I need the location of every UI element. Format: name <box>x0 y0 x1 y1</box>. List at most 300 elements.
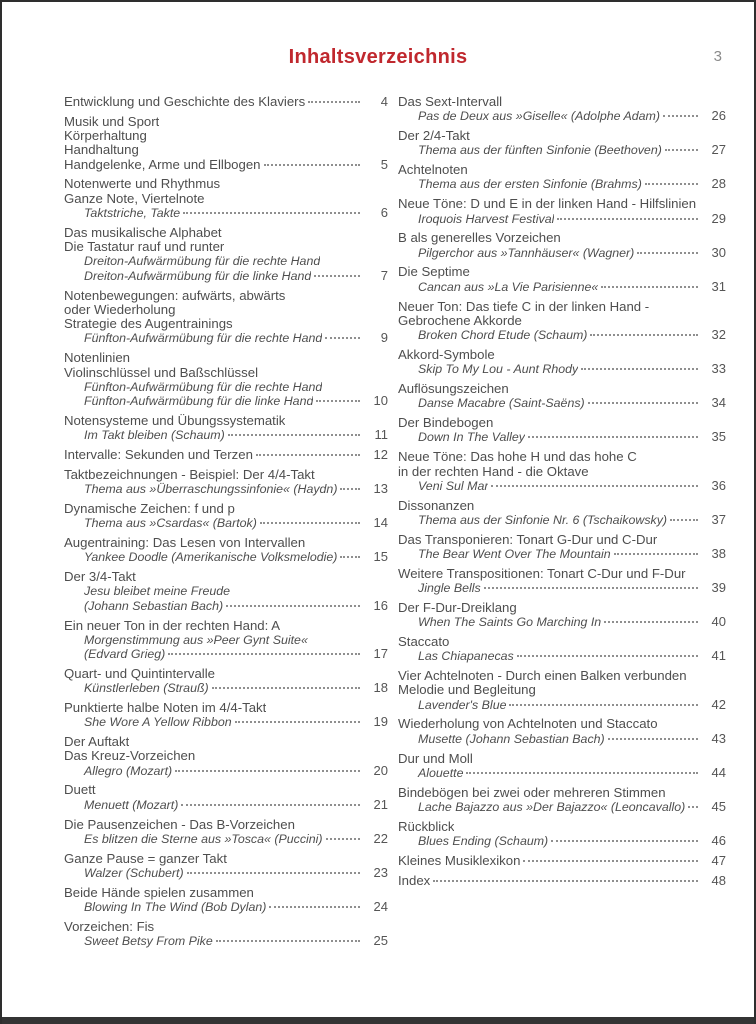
toc-row <box>64 866 388 880</box>
toc-entry <box>398 752 726 781</box>
toc-entry <box>64 536 388 565</box>
toc-title-text: Handhaltung <box>64 143 139 158</box>
leader-dots-icon <box>604 621 698 623</box>
toc-row <box>64 143 388 157</box>
toc-page-ref: 45 <box>711 798 726 814</box>
toc-subtitle-text: Thema aus »Überraschungssinfonie« (Haydn) <box>84 482 338 497</box>
toc-title-text: Gebrochene Akkorde <box>398 313 522 328</box>
toc-entry <box>64 701 388 730</box>
toc-row <box>64 599 388 613</box>
toc-subtitle-text: Thema aus »Csardas« (Bartok) <box>84 516 257 531</box>
toc-title-text: Notensysteme und Übungssystematik <box>64 413 286 428</box>
toc-entry <box>398 95 726 124</box>
toc-row <box>398 362 726 376</box>
toc-row <box>398 163 726 177</box>
toc-row <box>64 701 388 715</box>
toc-row <box>64 428 388 442</box>
toc-row <box>398 874 726 888</box>
leader-dots-icon <box>509 704 698 706</box>
toc-row <box>398 212 726 226</box>
toc-row <box>398 177 726 191</box>
toc-subtitle-text: She Wore A Yellow Ribbon <box>84 715 232 730</box>
toc-row <box>398 382 726 396</box>
toc-title-text: Weitere Transpositionen: Tonart C-Dur und F-Dur <box>398 566 686 581</box>
toc-row <box>64 303 388 317</box>
toc-subtitle-text: Künstlerleben (Strauß) <box>84 681 209 696</box>
page-bottom-edge <box>2 1017 754 1024</box>
toc-subtitle-text: (Edvard Grieg) <box>84 647 166 662</box>
toc-page-ref: 16 <box>373 597 388 613</box>
toc-title-text: Der Auftakt <box>64 735 130 750</box>
leader-dots-icon <box>228 434 360 436</box>
toc-subtitle-text: Las Chiapanecas <box>418 649 514 664</box>
toc-title-text: Akkord-Symbole <box>398 347 495 362</box>
leader-dots-icon <box>663 115 698 117</box>
toc-subtitle-text: Pilgerchor aus »Tannhäuser« (Wagner) <box>418 245 635 260</box>
toc-row <box>398 328 726 342</box>
toc-subtitle-text: Fünfton-Aufwärmübung für die linke Hand <box>84 394 314 409</box>
toc-row <box>398 348 726 362</box>
leader-dots-icon <box>175 770 360 772</box>
toc-row <box>398 601 726 615</box>
toc-page-ref: 7 <box>380 267 388 283</box>
toc-title-text: Der F-Dur-Dreiklang <box>398 600 517 615</box>
leader-dots-icon <box>557 218 698 220</box>
toc-row <box>64 129 388 143</box>
toc-entry <box>64 783 388 812</box>
toc-row <box>398 635 726 649</box>
toc-page-ref: 24 <box>373 899 388 915</box>
toc-row <box>398 698 726 712</box>
toc-row <box>64 749 388 763</box>
toc-row <box>398 533 726 547</box>
toc-row <box>64 667 388 681</box>
leader-dots-icon <box>264 164 361 166</box>
toc-row <box>398 314 726 328</box>
toc-row <box>64 681 388 695</box>
toc-row <box>398 820 726 834</box>
toc-row <box>398 430 726 444</box>
toc-entry <box>398 197 726 226</box>
toc-subtitle-text: Jesu bleibet meine Freude <box>84 584 231 599</box>
toc-subtitle-text: Blues Ending (Schaum) <box>418 834 549 849</box>
toc-title-text: Staccato <box>398 635 450 649</box>
leader-dots-icon <box>466 772 698 774</box>
toc-row <box>398 109 726 123</box>
toc-title-text: Achtelnoten <box>398 163 468 178</box>
toc-subtitle-text: Broken Chord Etude (Schaum) <box>418 328 588 343</box>
toc-row <box>398 95 726 109</box>
toc-entry <box>398 567 726 596</box>
leader-dots-icon <box>645 183 698 185</box>
toc-row <box>64 351 388 365</box>
toc-entry <box>398 601 726 630</box>
toc-subtitle-text: Menuett (Mozart) <box>84 797 179 812</box>
toc-subtitle-text: Walzer (Schubert) <box>84 865 184 880</box>
toc-row <box>64 366 388 380</box>
leader-dots-icon <box>256 454 360 456</box>
toc-title-text: Ganze Pause = ganzer Takt <box>64 851 227 866</box>
toc-entry <box>64 502 388 531</box>
toc-row <box>64 226 388 240</box>
toc-page-ref: 17 <box>373 646 388 662</box>
toc-entry <box>64 852 388 881</box>
leader-dots-icon <box>601 286 698 288</box>
toc-page-ref: 47 <box>711 852 726 868</box>
leader-dots-icon <box>551 840 698 842</box>
toc-subtitle-text: Lache Bajazzo aus »Der Bajazzo« (Leoncavallo) <box>418 799 686 814</box>
toc-row <box>398 300 726 314</box>
toc-row <box>398 197 726 211</box>
leader-dots-icon <box>517 655 698 657</box>
toc-title-text: Dissonanzen <box>398 498 475 513</box>
toc-title-text: Der 2/4-Takt <box>398 129 470 144</box>
toc-title-text: Melodie und Begleitung <box>398 683 536 698</box>
toc-entry <box>64 468 388 497</box>
leader-dots-icon <box>216 940 360 942</box>
toc-row <box>64 900 388 914</box>
toc-subtitle-text: Danse Macabre (Saint-Saëns) <box>418 396 585 411</box>
toc-entry <box>64 177 388 220</box>
leader-dots-icon <box>484 587 698 589</box>
toc-subtitle-text: Musette (Johann Sebastian Bach) <box>418 731 605 746</box>
toc-entry <box>398 265 726 294</box>
toc-page-ref: 28 <box>711 176 726 192</box>
toc-entry <box>64 886 388 915</box>
toc-columns <box>2 95 754 954</box>
toc-subtitle-text: Thema aus der Sinfonie Nr. 6 (Tschaikowsky) <box>418 512 668 527</box>
toc-subtitle-text: Fünfton-Aufwärmübung für die rechte Hand <box>84 331 323 346</box>
toc-subtitle-text: Cancan aus »La Vie Parisienne« <box>418 279 599 294</box>
toc-entry <box>64 95 388 109</box>
toc-title-text: Violinschlüssel und Baßschlüssel <box>64 365 259 380</box>
toc-title-text: Duett <box>64 783 96 798</box>
toc-title-text: Die Tastatur rauf und runter <box>64 240 225 255</box>
toc-page-ref: 33 <box>711 361 726 377</box>
toc-page-ref: 12 <box>373 447 388 463</box>
toc-entry <box>398 163 726 192</box>
leader-dots-icon <box>581 368 698 370</box>
leader-dots-icon <box>340 488 360 490</box>
toc-row <box>64 240 388 254</box>
toc-entry <box>398 231 726 260</box>
toc-page-ref: 9 <box>380 330 388 346</box>
toc-page-ref: 19 <box>373 714 388 730</box>
toc-title-text: Die Septime <box>398 265 470 280</box>
toc-title-text: Der Bindebogen <box>398 416 494 431</box>
toc-entry <box>398 533 726 562</box>
leader-dots-icon <box>614 553 698 555</box>
toc-row <box>64 647 388 661</box>
toc-subtitle-text: Dreiton-Aufwärmübung für die rechte Hand <box>84 254 321 269</box>
toc-page-ref: 20 <box>373 762 388 778</box>
toc-row <box>398 513 726 527</box>
toc-row <box>64 177 388 191</box>
toc-subtitle-text: Veni Sul Mar <box>418 478 489 493</box>
toc-entry <box>64 667 388 696</box>
toc-row <box>64 570 388 584</box>
toc-row <box>64 798 388 812</box>
toc-entry <box>64 351 388 408</box>
leader-dots-icon <box>665 149 698 151</box>
toc-subtitle-text: Skip To My Lou - Aunt Rhody <box>418 362 579 377</box>
toc-page-ref: 38 <box>711 546 726 562</box>
toc-row <box>398 615 726 629</box>
toc-row <box>398 479 726 493</box>
toc-row <box>64 550 388 564</box>
toc-subtitle-text: Sweet Betsy From Pike <box>84 934 213 949</box>
leader-dots-icon <box>168 653 360 655</box>
toc-title-text: Intervalle: Sekunden und Terzen <box>64 448 253 463</box>
toc-title-text: Das Transponieren: Tonart G-Dur und C-Dur <box>398 532 658 547</box>
leader-dots-icon <box>314 275 360 277</box>
toc-page-ref: 26 <box>711 108 726 124</box>
toc-row <box>64 832 388 846</box>
toc-title-text: Bindebögen bei zwei oder mehreren Stimmen <box>398 785 666 800</box>
toc-title-text: Das musikalische Alphabet <box>64 225 222 240</box>
toc-page-ref: 40 <box>711 614 726 630</box>
toc-title-text: Taktbezeichnungen - Beispiel: Der 4/4-Takt <box>64 467 315 482</box>
toc-row <box>64 886 388 900</box>
toc-row <box>398 669 726 683</box>
toc-row <box>64 584 388 598</box>
toc-title-text: Notenlinien <box>64 351 130 366</box>
page-number: 3 <box>713 48 722 65</box>
toc-column-left <box>64 95 388 954</box>
toc-row <box>64 818 388 832</box>
toc-subtitle-text: Es blitzen die Sterne aus »Tosca« (Puccini) <box>84 831 323 846</box>
toc-subtitle-text: (Johann Sebastian Bach) <box>84 598 224 613</box>
toc-row <box>64 619 388 633</box>
toc-page-ref: 37 <box>711 511 726 527</box>
toc-row <box>64 715 388 729</box>
toc-page-ref: 13 <box>373 481 388 497</box>
toc-row <box>398 732 726 746</box>
toc-row <box>64 115 388 129</box>
toc-row <box>398 581 726 595</box>
toc-row <box>64 158 388 172</box>
toc-page-ref: 23 <box>373 864 388 880</box>
toc-row <box>398 766 726 780</box>
toc-subtitle-text: Taktstriche, Takte <box>84 206 181 221</box>
toc-title-text: Wiederholung von Achtelnoten und Staccato <box>398 717 658 732</box>
toc-row <box>398 143 726 157</box>
toc-row <box>398 450 726 464</box>
toc-row <box>64 254 388 268</box>
toc-row <box>64 331 388 345</box>
toc-subtitle-text: Lavender's Blue <box>418 697 507 712</box>
toc-subtitle-text: When The Saints Go Marching In <box>418 615 602 630</box>
leader-dots-icon <box>181 804 360 806</box>
toc-entry <box>398 499 726 528</box>
toc-subtitle-text: Blowing In The Wind (Bob Dylan) <box>84 900 267 915</box>
leader-dots-icon <box>187 872 360 874</box>
toc-entry <box>398 669 726 712</box>
toc-page-ref: 48 <box>711 872 726 888</box>
toc-row <box>64 192 388 206</box>
toc-page-ref: 34 <box>711 395 726 411</box>
leader-dots-icon <box>260 522 360 524</box>
toc-title-text: Index <box>398 873 431 888</box>
toc-entry <box>64 414 388 443</box>
leader-dots-icon <box>523 860 698 862</box>
toc-entry <box>398 854 726 868</box>
toc-title-text: Neue Töne: Das hohe H und das hohe C <box>398 450 637 465</box>
toc-row <box>64 920 388 934</box>
toc-title-text: Die Pausenzeichen - Das B-Vorzeichen <box>64 817 295 832</box>
toc-title-text: B als generelles Vorzeichen <box>398 231 561 246</box>
toc-row <box>398 396 726 410</box>
toc-page-ref: 35 <box>711 429 726 445</box>
toc-title-text: oder Wiederholung <box>64 302 176 317</box>
toc-title-text: Auflösungszeichen <box>398 382 509 397</box>
toc-page-ref: 18 <box>373 680 388 696</box>
toc-page-ref: 15 <box>373 549 388 565</box>
toc-row <box>398 231 726 245</box>
toc-page-ref: 5 <box>380 156 388 172</box>
toc-row <box>64 317 388 331</box>
toc-entry <box>398 717 726 746</box>
toc-page-ref: 11 <box>374 427 388 443</box>
toc-title-text: Vorzeichen: Fis <box>64 919 155 934</box>
toc-row <box>64 536 388 550</box>
toc-entry <box>398 348 726 377</box>
toc-title-text: Strategie des Augentrainings <box>64 317 233 332</box>
toc-page-ref: 32 <box>711 327 726 343</box>
leader-dots-icon <box>326 838 360 840</box>
toc-row <box>64 269 388 283</box>
toc-page-ref: 10 <box>373 393 388 409</box>
toc-row <box>398 786 726 800</box>
toc-page-ref: 21 <box>373 796 388 812</box>
toc-title-text: Vier Achtelnoten - Durch einen Balken verbunden <box>398 669 687 684</box>
toc-entry <box>64 818 388 847</box>
leader-dots-icon <box>325 337 360 339</box>
toc-entry <box>64 448 388 462</box>
toc-page-ref: 36 <box>711 477 726 493</box>
toc-row <box>64 764 388 778</box>
page-title: Inhaltsverzeichnis <box>288 46 468 68</box>
toc-title-text: Handgelenke, Arme und Ellbogen <box>64 157 261 172</box>
toc-entry <box>64 920 388 949</box>
toc-entry <box>64 735 388 778</box>
leader-dots-icon <box>235 721 360 723</box>
leader-dots-icon <box>308 101 360 103</box>
toc-subtitle-text: Allegro (Mozart) <box>84 763 173 778</box>
toc-row <box>64 852 388 866</box>
toc-title-text: Dur und Moll <box>398 751 473 766</box>
page-header <box>2 2 754 69</box>
leader-dots-icon <box>226 605 360 607</box>
toc-subtitle-text: Fünfton-Aufwärmübung für die rechte Hand <box>84 379 323 394</box>
toc-row <box>64 633 388 647</box>
toc-title-text: Das Sext-Intervall <box>398 95 503 109</box>
toc-subtitle-text: Jingle Bells <box>418 581 481 596</box>
toc-page-ref: 27 <box>711 142 726 158</box>
toc-title-text: Kleines Musiklexikon <box>398 853 521 868</box>
toc-row <box>64 95 388 109</box>
toc-row <box>64 516 388 530</box>
toc-title-text: Der 3/4-Takt <box>64 570 136 585</box>
toc-entry <box>398 874 726 888</box>
leader-dots-icon <box>491 485 698 487</box>
leader-dots-icon <box>316 400 360 402</box>
leader-dots-icon <box>212 687 360 689</box>
toc-page-ref: 42 <box>711 696 726 712</box>
toc-entry <box>64 289 388 346</box>
toc-row <box>64 468 388 482</box>
toc-subtitle-text: Dreiton-Aufwärmübung für die linke Hand <box>84 268 312 283</box>
leader-dots-icon <box>588 402 698 404</box>
toc-subtitle-text: Alouette <box>418 765 464 780</box>
toc-title-text: Ganze Note, Viertelnote <box>64 191 205 206</box>
toc-title-text: Punktierte halbe Noten im 4/4-Takt <box>64 700 267 715</box>
toc-row <box>64 934 388 948</box>
toc-row <box>64 783 388 797</box>
leader-dots-icon <box>433 880 698 882</box>
toc-entry <box>64 226 388 283</box>
toc-title-text: Neue Töne: D und E in der linken Hand - Hilfslinien <box>398 197 697 212</box>
toc-subtitle-text: Morgenstimmung aus »Peer Gynt Suite« <box>84 632 308 647</box>
toc-row <box>398 547 726 561</box>
toc-page-ref: 44 <box>711 764 726 780</box>
toc-entry <box>398 416 726 445</box>
leader-dots-icon <box>590 334 698 336</box>
toc-entry <box>64 619 388 662</box>
toc-title-text: Notenbewegungen: aufwärts, abwärts <box>64 288 286 303</box>
toc-entry <box>64 115 388 172</box>
toc-page-ref: 25 <box>373 933 388 949</box>
toc-row <box>64 502 388 516</box>
toc-title-text: Körperhaltung <box>64 129 147 144</box>
toc-title-text: Augentraining: Das Lesen von Intervallen <box>64 536 306 551</box>
leader-dots-icon <box>637 252 698 254</box>
toc-row <box>64 482 388 496</box>
toc-subtitle-text: Im Takt bleiben (Schaum) <box>84 428 225 443</box>
toc-row <box>64 380 388 394</box>
leader-dots-icon <box>670 519 698 521</box>
toc-title-text: Dynamische Zeichen: f und p <box>64 501 235 516</box>
toc-title-text: Musik und Sport <box>64 114 160 129</box>
toc-title-text: Rückblick <box>398 819 455 834</box>
toc-entry <box>64 570 388 613</box>
toc-page-ref: 30 <box>711 244 726 260</box>
toc-row <box>398 567 726 581</box>
toc-row <box>64 448 388 462</box>
toc-subtitle-text: Yankee Doodle (Amerikanische Volksmelodie) <box>84 550 338 565</box>
leader-dots-icon <box>688 806 698 808</box>
toc-title-text: in der rechten Hand - die Oktave <box>398 464 589 479</box>
toc-row <box>64 206 388 220</box>
toc-row <box>398 129 726 143</box>
toc-title-text: Neuer Ton: Das tiefe C in der linken Hand - <box>398 299 650 314</box>
toc-entry <box>398 300 726 343</box>
toc-page-ref: 6 <box>380 205 388 221</box>
toc-subtitle-text: Iroquois Harvest Festival <box>418 211 555 226</box>
toc-row <box>64 414 388 428</box>
toc-page-ref: 43 <box>711 730 726 746</box>
toc-title-text: Quart- und Quintintervalle <box>64 666 215 681</box>
toc-subtitle-text: Thema aus der ersten Sinfonie (Brahms) <box>418 177 642 192</box>
toc-entry <box>398 450 726 493</box>
toc-subtitle-text: Thema aus der fünften Sinfonie (Beethoven) <box>418 143 662 158</box>
toc-entry <box>398 786 726 815</box>
toc-row <box>64 289 388 303</box>
toc-page-ref: 39 <box>711 580 726 596</box>
toc-entry <box>398 382 726 411</box>
leader-dots-icon <box>183 212 360 214</box>
toc-row <box>398 649 726 663</box>
